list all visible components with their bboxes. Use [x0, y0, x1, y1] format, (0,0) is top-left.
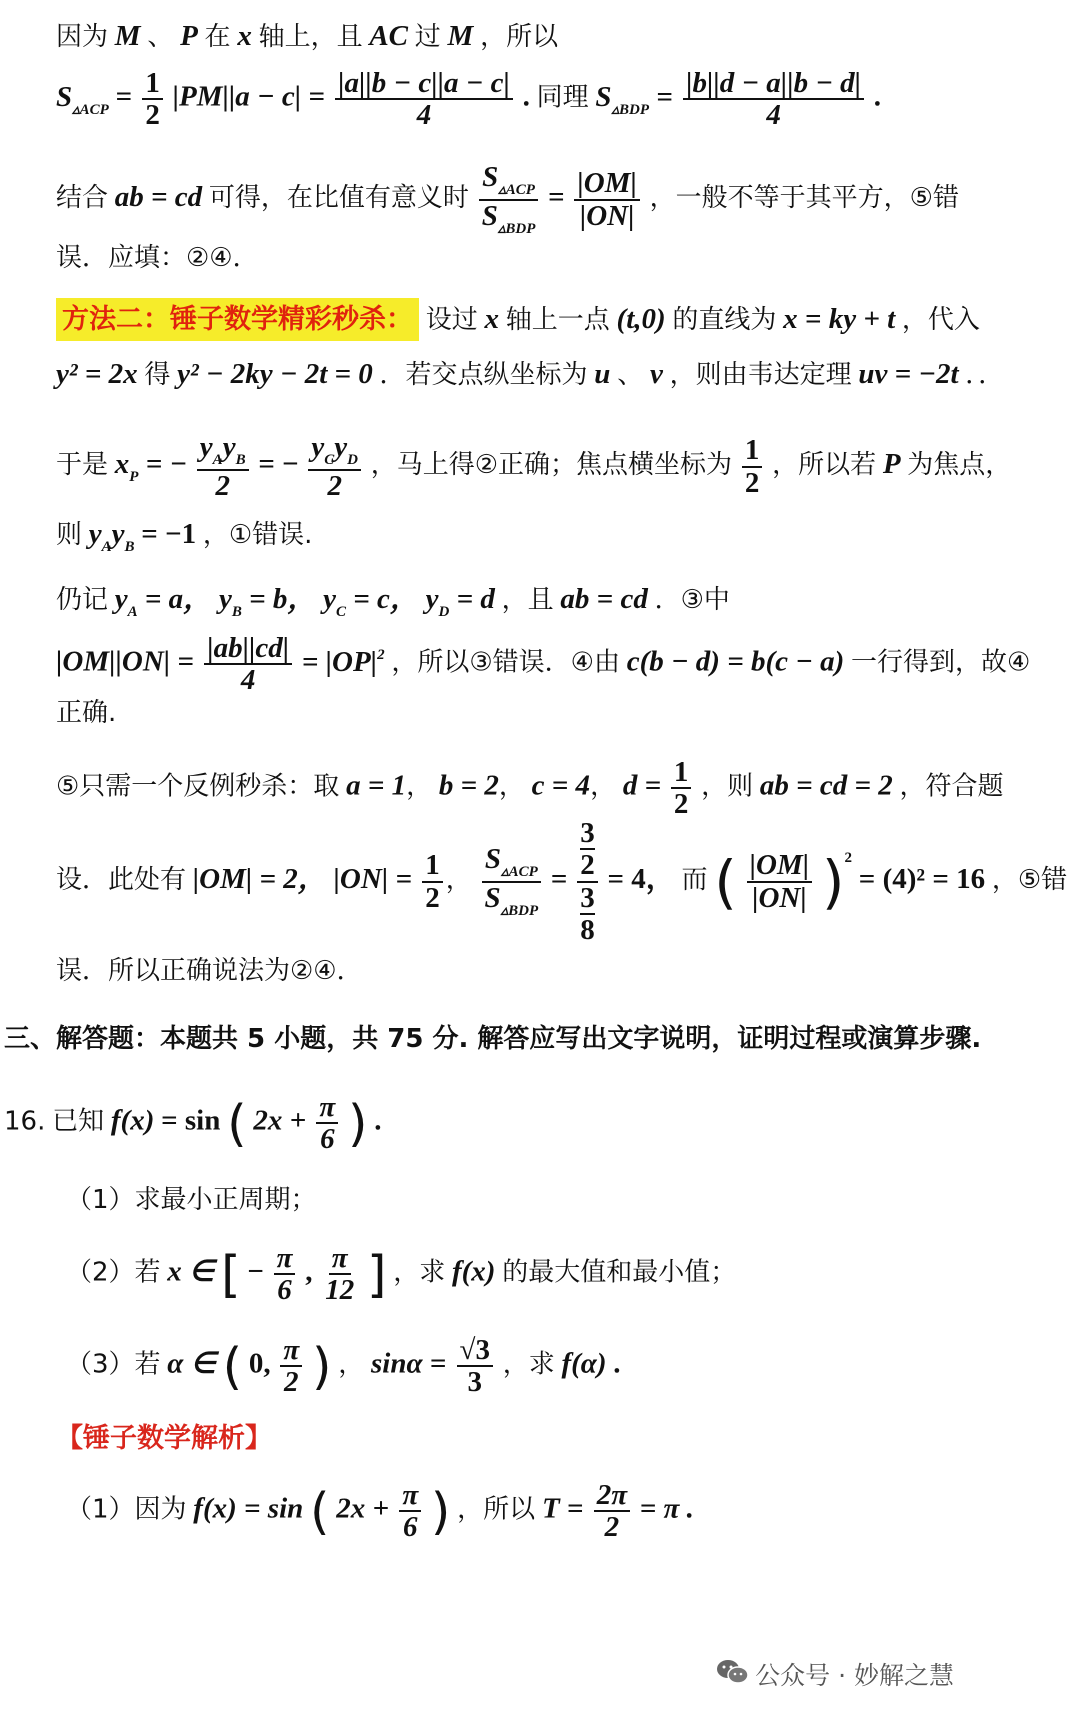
math: f(α) [561, 1347, 607, 1380]
text: （2）若 [66, 1257, 161, 1288]
text: 可得，在比值有意义时 [208, 182, 469, 213]
text: 同理 [536, 82, 589, 113]
math: α ∈ [167, 1347, 216, 1380]
math: 2x + [253, 1104, 314, 1137]
fraction: $\frac{\pi}{12}$ [325, 1242, 355, 1307]
math: x ∈ [167, 1255, 215, 1288]
paren: ) [348, 1094, 368, 1153]
text: 为焦点， [907, 449, 1012, 480]
math: = [548, 180, 565, 213]
text-line-11: 正确. [56, 698, 117, 728]
text-line-6 [56, 360, 1004, 389]
math: $y_B = b$， [218, 583, 317, 620]
math: y² − 2ky − 2t = 0 [177, 358, 373, 390]
math: 2x + [336, 1492, 397, 1525]
math: 2 [844, 850, 853, 867]
text-line-7 [56, 432, 1011, 501]
text: ．若交点纵坐标为 [379, 360, 588, 390]
math: = (4)² = 16 [858, 863, 986, 896]
fraction: $\frac{1}{2}$ [142, 68, 163, 131]
paren: ( [227, 1094, 247, 1153]
math: d = [622, 769, 662, 802]
text: ，所以 [457, 1494, 536, 1525]
math: u [594, 358, 611, 390]
math: $S_{▵ACP}$ [56, 80, 109, 118]
text: 仍记 [56, 585, 109, 615]
watermark [715, 1656, 954, 1692]
fraction: $\frac{\pi}{6}$ [274, 1243, 296, 1306]
math: . [873, 80, 882, 113]
math: ab = cd [114, 180, 203, 213]
text: ，且 [501, 585, 554, 615]
math: a = 1 [346, 769, 407, 802]
math: $y_C = c$， [323, 583, 419, 620]
fraction: $\frac{|b||d - a||b - d|}{4}$ [683, 68, 864, 131]
math: $x_P$ = − [114, 447, 188, 485]
math: b = 2 [438, 769, 499, 802]
math: f(x) [451, 1255, 496, 1288]
math: 0, [248, 1347, 271, 1380]
text-line-8 [56, 520, 312, 555]
math: $y_Ay_B$ [88, 518, 135, 555]
fraction: $\frac{\pi}{6}$ [399, 1480, 421, 1543]
math: T = [541, 1492, 591, 1525]
text-line-1 [56, 22, 558, 51]
text: 而 [681, 865, 708, 896]
math: |PM||a − c| = [172, 80, 333, 113]
math: (t,0) [616, 303, 666, 335]
text-line-9 [56, 585, 730, 620]
math: = 4， [607, 863, 675, 896]
text: 轴上一点 [505, 305, 610, 335]
text: 已知 [52, 1106, 105, 1137]
text: 在 [204, 22, 231, 52]
math: ab = cd [560, 583, 648, 615]
math: |OM| = 2， [192, 863, 327, 896]
text: ，求 [393, 1257, 446, 1288]
formula-line-area [56, 68, 881, 131]
text: 的最大值和最小值； [502, 1257, 737, 1288]
question-number: 16. [4, 1106, 46, 1137]
section-heading: 三、解答题：本题共 5 小题，共 75 分. 解答应写出文字说明，证明过程或演算步骤. [4, 1024, 982, 1054]
text: ⑤只需一个反例秒杀：取 [56, 771, 340, 802]
fraction: $\frac{S_{▵ACP}}{S_{▵BDP}}$ [482, 844, 542, 920]
part-2: （2）若 x ∈ [ − $\frac{\pi}{6}$ , $\frac{\pi}{12}$ ] ，求 f(x) 的最大值和最小值； [66, 1242, 737, 1307]
text-line-14: 误．所以正确说法为②④． [56, 956, 363, 986]
fraction: $\frac{|OM|}{|ON|}$ [747, 850, 813, 913]
text: 于是 [56, 449, 109, 480]
fraction: $\frac{|OM|}{|ON|}$ [574, 168, 640, 231]
text-line-10 [56, 633, 1030, 696]
fraction: $\frac{√3}{3}$ [457, 1335, 493, 1398]
math: $S_{▵BDP}$ = [595, 80, 681, 118]
math: f(x) = sin [193, 1492, 304, 1525]
text-line-4: 误．应填：②④． [56, 243, 259, 273]
question-16 [4, 1092, 382, 1155]
math: x = ky + t [783, 303, 896, 335]
compound-fraction: 3 2 3 8 [577, 818, 598, 946]
math: = [550, 863, 568, 896]
math: M [447, 20, 474, 52]
text: ，马上得②正确；焦点横坐标为 [370, 449, 733, 480]
text: ，符合题 [899, 771, 1004, 802]
math: AC [369, 20, 409, 52]
math: = − [258, 447, 299, 480]
paren: ) [430, 1482, 451, 1541]
fraction: $\frac{1}{2}$ [742, 435, 763, 498]
math: |OM||ON| = [56, 645, 202, 678]
part-1: （1）求最小正周期； [66, 1185, 317, 1215]
fraction: $\frac{\pi}{6}$ [316, 1092, 338, 1155]
fraction: $\frac{|ab||cd|}{4}$ [204, 633, 292, 696]
math: P [882, 447, 901, 480]
fraction: $\frac{1}{2}$ [671, 757, 692, 820]
math: x [484, 303, 500, 335]
text-line-13: 设．此处有 |OM| = 2， |ON| = $\frac{1}{2}$ ， $\frac{S_{▵ACP}}{S_{▵BDP}}$ = 3 2 3 8 = 4， 而 ( $\frac{|OM|}{|ON|}$ )$^2$ = (4)² = 16 ，⑤错 [56, 817, 1068, 947]
math: − [247, 1255, 264, 1288]
text: 设过 [425, 305, 478, 335]
math: c(b − d) = b(c − a) [626, 645, 845, 678]
fraction: $\frac{y_Cy_D}{2}$ [308, 432, 361, 501]
math: = π . [639, 1492, 694, 1525]
text: 过 [414, 22, 441, 52]
math: = $|OP|^2$ [301, 645, 385, 678]
math: y² = 2x [56, 358, 138, 390]
part-3: （3）若 α ∈ ( 0, $\frac{\pi}{2}$ ) ， sinα = $\frac{√3}{3}$ ，求 f(α) . [66, 1334, 621, 1399]
solution-1 [66, 1480, 694, 1543]
text: ，⑤错 [991, 865, 1068, 896]
math: P [180, 20, 198, 52]
math: . [522, 80, 530, 113]
text: 轴上，且 [258, 22, 363, 52]
paren: ( [310, 1482, 330, 1541]
text: 得 [144, 360, 171, 390]
fraction: $\frac{2\pi}{2}$ [594, 1480, 630, 1543]
math: x [237, 20, 252, 52]
fraction: $\frac{\pi}{2}$ [280, 1335, 302, 1398]
text-line-12: ⑤只需一个反例秒杀：取 a = 1， b = 2， c = 4， d = $\frac{1}{2}$ ，则 ab = cd = 2 ，符合题 [56, 756, 1004, 821]
text: （3）若 [66, 1349, 161, 1380]
fraction: $\frac{|a||b - c||a - c|}{4}$ [335, 68, 513, 131]
text: （1）因为 [66, 1494, 187, 1525]
text: ，则由韦达定理 [669, 360, 852, 390]
text: 、 [147, 22, 174, 52]
wechat-icon [715, 1657, 749, 1691]
bracket: ] [366, 1245, 387, 1304]
math: sinα = [371, 1347, 454, 1380]
math: f(x) [110, 1104, 155, 1137]
fraction: $\frac{y_Ay_B}{2}$ [197, 432, 249, 501]
text: 则 [56, 520, 83, 550]
text: 结合 [56, 182, 109, 213]
text: ，则 [701, 771, 754, 802]
text: ．③中 [654, 585, 730, 615]
text: ，所以③错误．④由 [391, 647, 620, 678]
text: ，一般不等于其平方，⑤错 [649, 182, 959, 213]
paren: ( [222, 1337, 243, 1396]
text: ，代入 [901, 305, 980, 335]
text-line-3 [56, 162, 959, 238]
fraction: $\frac{1}{2}$ [422, 850, 443, 913]
text: ，所以 [480, 22, 559, 52]
math: = [115, 80, 140, 113]
math: $y_A = a$， [114, 583, 213, 620]
watermark-text: 公众号 · 妙解之慧 [755, 1661, 954, 1690]
math: c = 4 [531, 769, 591, 802]
method-highlight-label: 方法二：锤子数学精彩秒杀： [56, 298, 419, 341]
paren: ) [311, 1337, 332, 1396]
text: ，求 [502, 1349, 555, 1380]
math: |ON| = [333, 863, 420, 896]
text: 一行得到，故④ [851, 647, 1031, 678]
text: ，所以若 [772, 449, 877, 480]
math: M [114, 20, 141, 52]
analysis-label: 【锤子数学解析】 [56, 1423, 272, 1454]
text: 设．此处有 [56, 865, 187, 896]
math: . [613, 1347, 621, 1380]
text: 、 [617, 360, 644, 390]
math: v [649, 358, 663, 390]
math: . [374, 1104, 382, 1137]
text: 因为 [56, 22, 109, 52]
math: = sin [161, 1104, 221, 1137]
math: uv = −2t [858, 358, 959, 390]
math: $y_D = d$ [425, 583, 495, 620]
paren: ) [821, 847, 845, 916]
method-line [56, 305, 980, 334]
math: = −1 [141, 518, 197, 550]
text: 的直线为 [672, 305, 777, 335]
text: ．． [965, 360, 1005, 390]
text: ，①错误. [202, 520, 313, 550]
paren: ( [714, 847, 737, 916]
math: ab = cd = 2 [759, 769, 893, 802]
bracket: [ [221, 1245, 241, 1304]
fraction: $\frac{S_{▵ACP}}{S_{▵BDP}}$ [479, 162, 539, 238]
